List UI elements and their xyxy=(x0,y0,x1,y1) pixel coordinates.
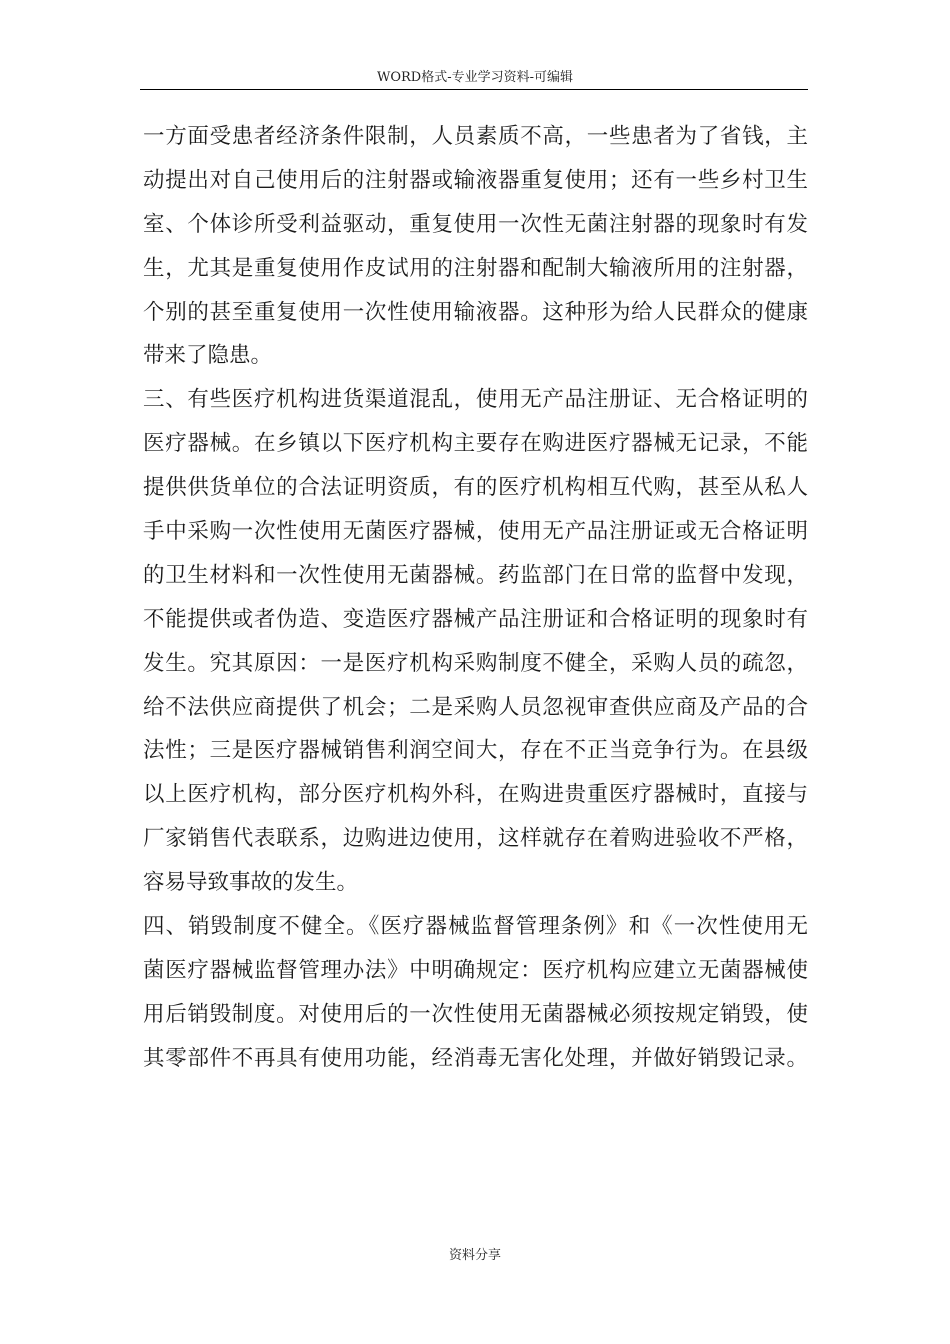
page-header: WORD格式-专业学习资料-可编辑 xyxy=(376,70,574,85)
text-line: 不能提供或者伪造、变造医疗器械产品注册证和合格证明的现象时有 xyxy=(143,606,808,632)
text-line: 一方面受患者经济条件限制，人员素质不高，一些患者为了省钱，主 xyxy=(143,124,808,149)
text-line: 室、个体诊所受利益驱动，重复使用一次性无菌注射器的现象时有发 xyxy=(143,211,808,237)
text-line: 发生。究其原因：一是医疗机构采购制度不健全，采购人员的疏忽， xyxy=(143,650,808,676)
text-line: 厂家销售代表联系，边购进边使用，这样就存在着购进验收不严格， xyxy=(143,826,808,852)
page-footer: 资料分享 xyxy=(448,1248,501,1263)
text-line: 医疗器械。在乡镇以下医疗机构主要存在购进医疗器械无记录，不能 xyxy=(143,431,808,457)
text-line: 以上医疗机构，部分医疗机构外科，在购进贵重医疗器械时，直接与 xyxy=(143,782,808,808)
document-body xyxy=(143,115,808,1081)
text-line: 的卫生材料和一次性使用无菌器械。药监部门在日常的监督中发现， xyxy=(143,562,808,588)
text-line: 给不法供应商提供了机会；二是采购人员忽视审查供应商及产品的合 xyxy=(143,694,808,720)
text-line: 提供供货单位的合法证明资质，有的医疗机构相互代购，甚至从私人 xyxy=(143,475,808,501)
header-divider xyxy=(140,89,808,90)
text-line: 生，尤其是重复使用作皮试用的注射器和配制大输液所用的注射器， xyxy=(143,255,808,281)
text-line: 法性；三是医疗器械销售利润空间大，存在不正当竞争行为。在县级 xyxy=(143,738,808,764)
text-line: 手中采购一次性使用无菌医疗器械，使用无产品注册证或无合格证明 xyxy=(143,519,808,545)
text-line: 个别的甚至重复使用一次性使用输液器。这种形为给人民群众的健康 xyxy=(143,299,808,325)
text-line: 带来了隐患。 xyxy=(143,343,273,369)
text-line: 用后销毁制度。对使用后的一次性使用无菌器械必须按规定销毁，使 xyxy=(143,1001,808,1027)
text-line: 其零部件不再具有使用功能，经消毒无害化处理，并做好销毁记录。 xyxy=(143,1045,808,1071)
text-line: 三、有些医疗机构进货渠道混乱，使用无产品注册证、无合格证明的 xyxy=(143,387,808,413)
text-line: 四、销毁制度不健全。《医疗器械监督管理条例》和《一次性使用无 xyxy=(143,914,808,940)
text-line: 动提出对自己使用后的注射器或输液器重复使用；还有一些乡村卫生 xyxy=(143,167,808,193)
text-line: 菌医疗器械监督管理办法》中明确规定：医疗机构应建立无菌器械使 xyxy=(143,957,808,983)
text-line: 容易导致事故的发生。 xyxy=(143,870,359,896)
